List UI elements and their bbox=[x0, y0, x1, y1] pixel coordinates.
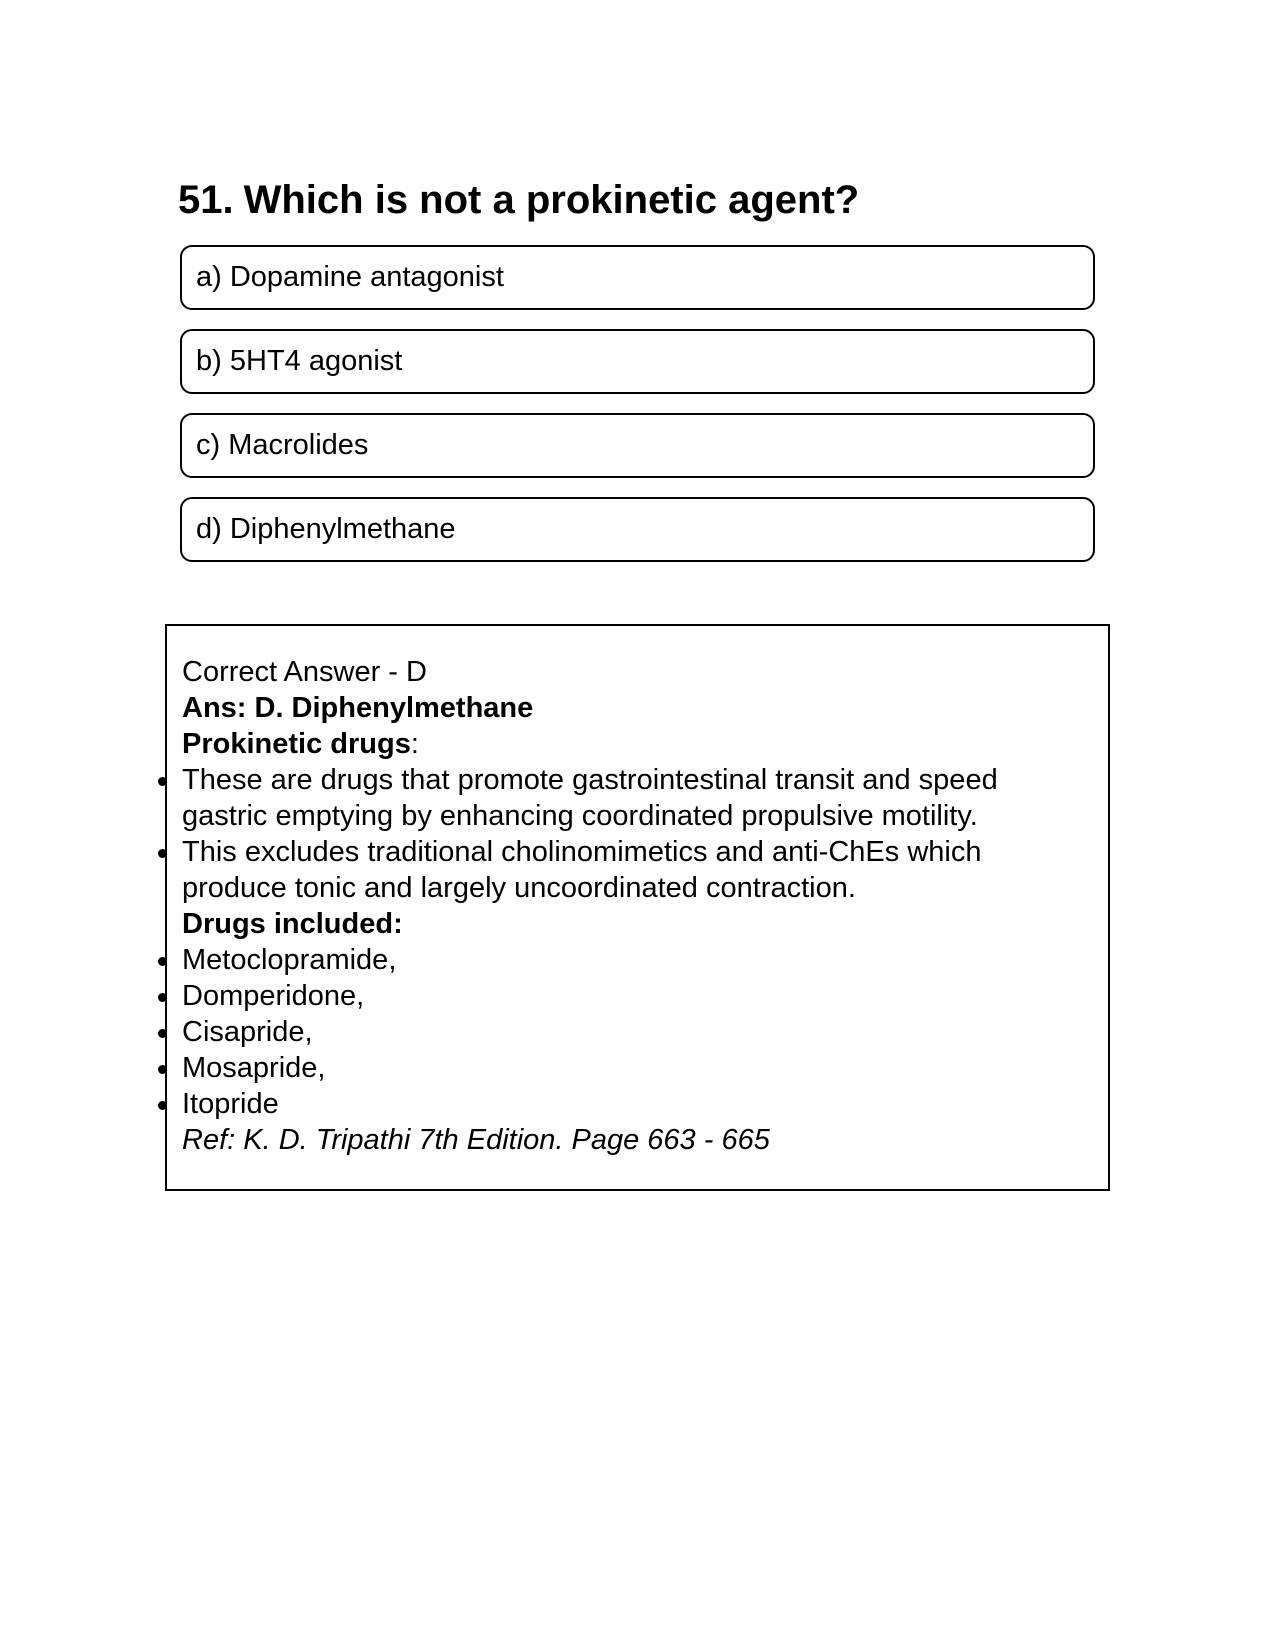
option-a[interactable]: a) Dopamine antagonist bbox=[180, 245, 1095, 310]
list-item: These are drugs that promote gastrointestinal transit and speed gastric emptying by enhancing coordinated propulsive motility. bbox=[182, 762, 1082, 834]
option-d[interactable]: d) Diphenylmethane bbox=[180, 497, 1095, 562]
drugs-list bbox=[182, 942, 1082, 1122]
correct-answer-line: Correct Answer - D bbox=[182, 656, 427, 688]
section-prokinetic-heading bbox=[182, 726, 1082, 762]
option-b[interactable]: b) 5HT4 agonist bbox=[180, 329, 1095, 394]
list-item: Cisapride, bbox=[182, 1014, 1082, 1050]
prokinetic-bullet-list bbox=[182, 762, 1082, 906]
list-item: Metoclopramide, bbox=[182, 942, 1082, 978]
question-text: Which is not a prokinetic agent? bbox=[243, 178, 860, 222]
answer-line: Ans: D. Diphenylmethane bbox=[182, 692, 534, 724]
list-item: Mosapride, bbox=[182, 1050, 1082, 1086]
list-item: Itopride bbox=[182, 1086, 1082, 1122]
prokinetic-heading-colon: : bbox=[410, 728, 419, 760]
question-number: 51. bbox=[178, 178, 234, 222]
drugs-included-heading: Drugs included: bbox=[182, 908, 403, 940]
list-item: Domperidone, bbox=[182, 978, 1082, 1014]
reference-line: Ref: K. D. Tripathi 7th Edition. Page 663 - 665 bbox=[182, 1124, 770, 1156]
question-title bbox=[178, 176, 859, 224]
prokinetic-heading-text: Prokinetic drugs bbox=[182, 728, 411, 760]
list-item: This excludes traditional cholinomimetics and anti-ChEs which produce tonic and largely uncoordinated contraction. bbox=[182, 834, 1082, 906]
option-c[interactable]: c) Macrolides bbox=[180, 413, 1095, 478]
answer-explanation bbox=[182, 654, 1082, 1158]
